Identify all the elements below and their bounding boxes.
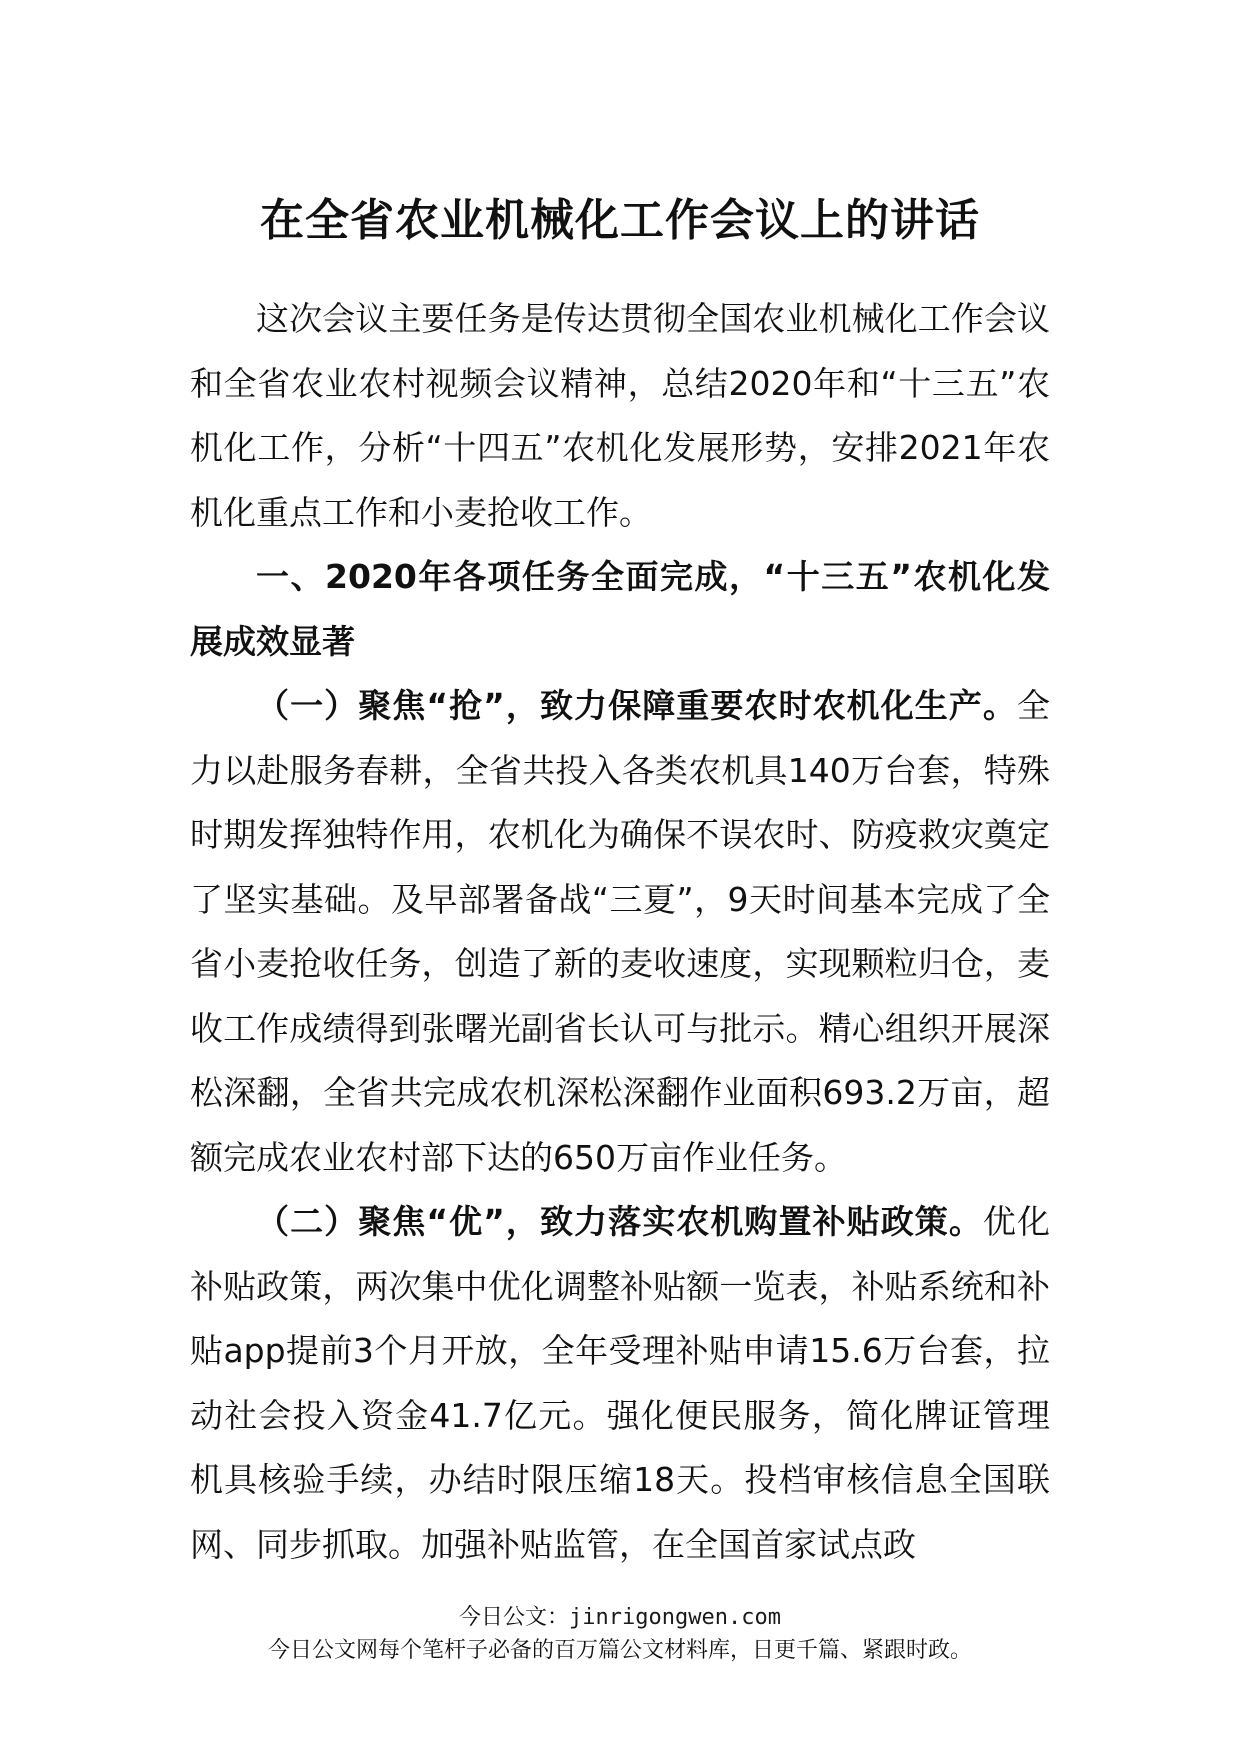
subsection-heading-2: （二）聚焦“优”，致力落实农机购置补贴政策。 (256, 1202, 983, 1241)
subsection-paragraph-2 (190, 1190, 1050, 1577)
intro-paragraph: 这次会议主要任务是传达贯彻全国农业机械化工作会议和全省农业农村视频会议精神，总结2020年和“十三五”农机化工作，分析“十四五”农机化发展形势，安排2021年农机化重点工作和小麦抢收工作。 (190, 299, 1050, 532)
subsection-heading-1: （一）聚焦“抢”，致力保障重要农时农机化生产。 (256, 686, 1017, 725)
document-body (190, 287, 1050, 1577)
document-title: 在全省农业机械化工作会议上的讲话 (260, 195, 980, 247)
footer-site-url[interactable]: jinrigongwen.com (569, 1605, 781, 1630)
footer-site-label: 今日公文： (459, 1605, 570, 1630)
footer-site-line (0, 1603, 1240, 1633)
subsection-body-1: 全力以赴服务春耕，全省共投入各类农机具140万台套，特殊时期发挥独特作用，农机化为确保不误农时、防疫救灾奠定了坚实基础。及早部署备战“三夏”，9天时间基本完成了全省小麦抢收任务，创造了新的麦收速度，实现颗粒归仓，麦收工作成绩得到张曙光副省长认可与批示。精心组织开展深松深翻，全省共完成农机深松深翻作业面积693.2万亩，超额完成农业农村部下达的650万亩作业任务。 (190, 686, 1050, 1177)
subsection-body-2: 优化补贴政策，两次集中优化调整补贴额一览表，补贴系统和补贴app提前3个月开放，全年受理补贴申请15.6万台套，拉动社会投入资金41.7亿元。强化便民服务，简化牌证管理机具核验手续，办结时限压缩18天。投档审核信息全国联网、同步抓取。加强补贴监管，在全国首家试点政 (190, 1202, 1050, 1564)
footer-slogan: 今日公文网每个笔杆子必备的百万篇公文材料库，日更千篇、紧跟时政。 (267, 1638, 972, 1663)
subsection-paragraph-1 (190, 674, 1050, 1190)
section-heading-1: 一、2020年各项任务全面完成，“十三五”农机化发展成效显著 (190, 557, 1050, 661)
